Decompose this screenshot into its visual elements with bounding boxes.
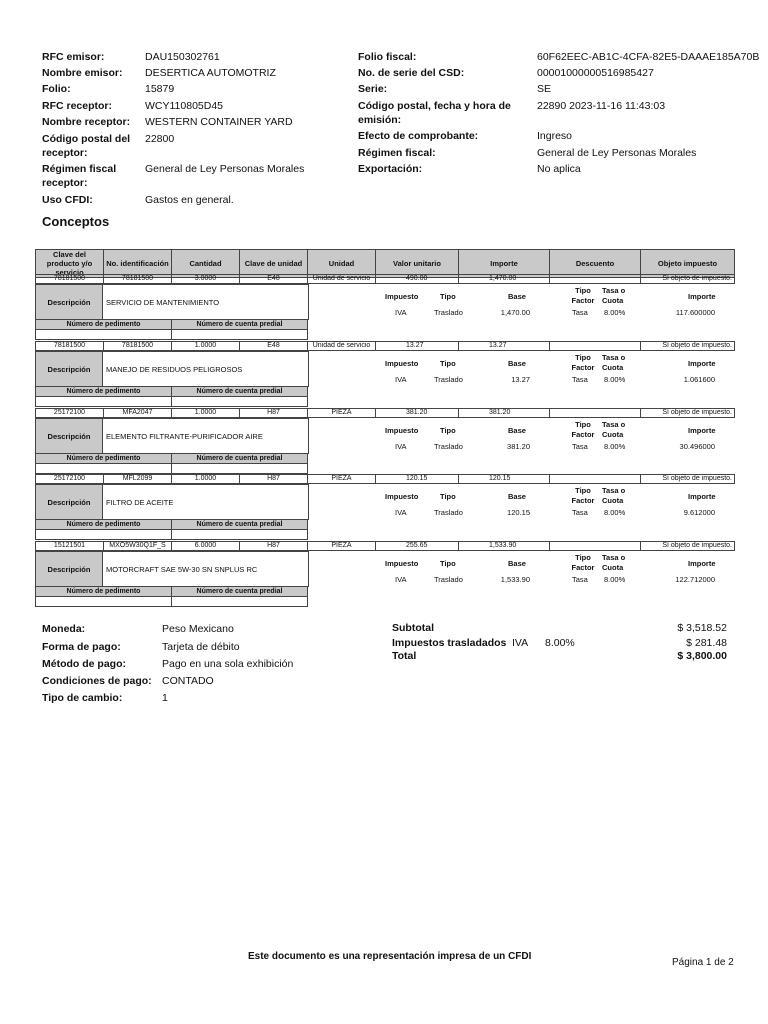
cell-cantidad: 6.0000 — [172, 542, 240, 551]
impuesto-header: Impuesto — [385, 559, 419, 568]
base-value: 1,533.90 — [500, 575, 530, 584]
tipo-factor-header: Tipo Factor — [571, 553, 595, 572]
tasa-value: 8.00% — [604, 375, 626, 384]
base-value: 120.15 — [507, 508, 530, 517]
importe-header: Importe — [688, 426, 716, 435]
importe-header: Importe — [688, 359, 716, 368]
col-cantidad: Cantidad — [172, 250, 240, 278]
cuenta-predial-label: Número de cuenta predial — [172, 320, 308, 330]
cell-objeto: Sí objeto de impuesto. — [641, 275, 735, 284]
concepto-row — [35, 541, 735, 551]
total-label: Total — [392, 650, 417, 662]
cell-descuento — [550, 275, 641, 284]
numero-pedimento-label: Número de pedimento — [36, 454, 172, 464]
cell-valor-unitario: 13.27 — [376, 342, 459, 351]
base-header: Base — [508, 359, 526, 368]
tasa-value: 8.00% — [604, 442, 626, 451]
tipo-factor-value: Tasa — [572, 442, 588, 451]
cell-objeto: Sí objeto de impuesto. — [641, 409, 735, 418]
nombre-emisor-label: Nombre emisor: — [42, 67, 123, 79]
tasa-value: 8.00% — [604, 508, 626, 517]
impuesto-header: Impuesto — [385, 492, 419, 501]
base-value: 381.20 — [507, 442, 530, 451]
cell-cantidad: 1.0000 — [172, 475, 240, 484]
condiciones-pago-label: Condiciones de pago: — [42, 675, 152, 687]
concepto-row — [35, 474, 735, 484]
folio-fiscal-value: 60F62EEC-AB1C-4CFA-82E5-DAAAE185A70B — [537, 51, 760, 63]
tasa-cuota-header: Tasa o Cuota — [602, 486, 626, 505]
regimen-fiscal-value: General de Ley Personas Morales — [537, 147, 697, 159]
impuestos-label: Impuestos trasladados — [392, 637, 507, 649]
exportacion-value: No aplica — [537, 163, 581, 175]
tipo-value: Traslado — [434, 442, 463, 451]
serie-csd-label: No. de serie del CSD: — [358, 67, 465, 79]
col-importe: Importe — [459, 250, 550, 278]
cell-cantidad: 1.0000 — [172, 409, 240, 418]
descripcion-text: SERVICIO DE MANTENIMIENTO — [106, 297, 220, 307]
impuesto-header: Impuesto — [385, 292, 419, 301]
impuesto-detail — [372, 351, 735, 385]
moneda-label: Moneda: — [42, 623, 86, 635]
total-value: $ 3,800.00 — [677, 650, 727, 662]
folio-fiscal-label: Folio fiscal: — [358, 51, 417, 63]
col-descuento: Descuento — [550, 250, 641, 278]
cell-descuento — [550, 342, 641, 351]
tipo-value: Traslado — [434, 575, 463, 584]
tasa-value: 8.00% — [604, 575, 626, 584]
tipo-factor-value: Tasa — [572, 575, 588, 584]
numero-pedimento-value — [36, 530, 172, 540]
impuesto-value: IVA — [395, 308, 407, 317]
tipo-header: Tipo — [440, 492, 456, 501]
descripcion-label: Descripción — [36, 485, 103, 519]
rfc-emisor-label: RFC emisor: — [42, 51, 105, 63]
efecto-value: Ingreso — [537, 130, 573, 142]
impuesto-header: Impuesto — [385, 359, 419, 368]
descripcion-box — [35, 484, 309, 520]
cell-valor-unitario: 120.15 — [376, 475, 459, 484]
rfc-emisor-value: DAU150302761 — [145, 51, 220, 63]
numero-pedimento-label: Número de pedimento — [36, 587, 172, 597]
serie-csd-value: 00001000000516985427 — [537, 67, 654, 79]
cell-valor-unitario: 381.20 — [376, 409, 459, 418]
descripcion-box — [35, 284, 309, 320]
impuesto-detail — [372, 551, 735, 585]
cell-valor-unitario: 490.00 — [376, 275, 459, 284]
conceptos-title: Conceptos — [42, 214, 110, 229]
regimen-receptor-label: Régimen fiscal receptor: — [42, 163, 117, 189]
descripcion-label: Descripción — [36, 352, 103, 386]
base-value: 1,470.00 — [500, 308, 530, 317]
col-clave-unidad: Clave de unidad — [240, 250, 308, 278]
folio-label: Folio: — [42, 83, 71, 95]
tipo-factor-value: Tasa — [572, 375, 588, 384]
concepto-row — [35, 274, 735, 284]
impuesto-value: IVA — [395, 375, 407, 384]
importe-impuesto-value: 1.061600 — [683, 375, 715, 384]
cell-clave-unidad: H87 — [240, 475, 308, 484]
tasa-value: 8.00% — [604, 308, 626, 317]
descripcion-label: Descripción — [36, 419, 103, 453]
tipo-header: Tipo — [440, 559, 456, 568]
tipo-header: Tipo — [440, 426, 456, 435]
tipo-factor-header: Tipo Factor — [571, 486, 595, 505]
cell-no-id: MFA2047 — [104, 409, 172, 418]
impuestos-value: $ 281.48 — [686, 637, 727, 649]
importe-impuesto-value: 9.612000 — [683, 508, 715, 517]
col-no-identificacion: No. identificación — [104, 250, 172, 278]
pedimento-table — [35, 386, 308, 407]
descripcion-text: FILTRO DE ACEITE — [106, 497, 174, 507]
base-value: 13.27 — [511, 375, 530, 384]
tasa-cuota-header: Tasa o Cuota — [602, 353, 626, 372]
impuesto-value: IVA — [395, 575, 407, 584]
tipo-header: Tipo — [440, 359, 456, 368]
subtotal-value: $ 3,518.52 — [677, 622, 727, 634]
descripcion-text: MOTORCRAFT SAE 5W-30 SN SNPLUS RC — [106, 564, 258, 574]
tipo-factor-header: Tipo Factor — [571, 420, 595, 439]
cell-no-id: 78181500 — [104, 342, 172, 351]
tipo-factor-value: Tasa — [572, 508, 588, 517]
nombre-receptor-value: WESTERN CONTAINER YARD — [145, 116, 293, 128]
importe-header: Importe — [688, 559, 716, 568]
tasa-cuota-header: Tasa o Cuota — [602, 420, 626, 439]
impuestos-tasa: 8.00% — [545, 637, 575, 649]
serie-value: SE — [537, 83, 552, 95]
cuenta-predial-value — [172, 330, 308, 340]
cell-objeto: Sí objeto de impuesto. — [641, 342, 735, 351]
cell-unidad: PIEZA — [308, 542, 376, 551]
numero-pedimento-value — [36, 330, 172, 340]
cell-descuento — [550, 542, 641, 551]
cell-importe: 1,533.90 — [459, 542, 550, 551]
cell-clave: 25172100 — [36, 409, 104, 418]
page-number: Página 1 de 2 — [672, 957, 734, 968]
cell-objeto: Sí objeto de impuesto. — [641, 542, 735, 551]
impuesto-detail — [372, 418, 735, 452]
cell-clave-unidad: E48 — [240, 275, 308, 284]
impuesto-header: Impuesto — [385, 426, 419, 435]
numero-pedimento-value — [36, 464, 172, 474]
concepto-row — [35, 341, 735, 351]
cell-descuento — [550, 409, 641, 418]
cell-descuento — [550, 475, 641, 484]
cell-clave-unidad: E48 — [240, 342, 308, 351]
numero-pedimento-label: Número de pedimento — [36, 520, 172, 530]
regimen-receptor-value: General de Ley Personas Morales — [145, 163, 305, 175]
cuenta-predial-value — [172, 597, 308, 607]
concepto-row — [35, 408, 735, 418]
metodo-pago-label: Método de pago: — [42, 658, 126, 670]
impuesto-value: IVA — [395, 442, 407, 451]
nombre-emisor-value: DESERTICA AUTOMOTRIZ — [145, 67, 276, 79]
descripcion-label: Descripción — [36, 552, 103, 586]
tipo-header: Tipo — [440, 292, 456, 301]
cuenta-predial-value — [172, 397, 308, 407]
tasa-cuota-header: Tasa o Cuota — [602, 553, 626, 572]
descripcion-box — [35, 418, 309, 454]
rfc-receptor-value: WCY110805D45 — [145, 100, 224, 112]
cp-fecha-value: 22890 2023-11-16 11:43:03 — [537, 100, 666, 112]
cell-no-id: MXO5W30Q1F_S — [104, 542, 172, 551]
tipo-cambio-label: Tipo de cambio: — [42, 692, 123, 704]
rfc-receptor-label: RFC receptor: — [42, 100, 113, 112]
cfdi-footnote: Este documento es una representación impresa de un CFDI — [248, 951, 532, 962]
cp-fecha-label: Código postal, fecha y hora de emisión: — [358, 100, 511, 126]
pedimento-table — [35, 586, 308, 607]
importe-impuesto-value: 30.496000 — [679, 442, 715, 451]
cell-cantidad: 3.0000 — [172, 275, 240, 284]
numero-pedimento-value — [36, 397, 172, 407]
folio-value: 15879 — [145, 83, 175, 95]
cuenta-predial-label: Número de cuenta predial — [172, 587, 308, 597]
cuenta-predial-label: Número de cuenta predial — [172, 387, 308, 397]
exportacion-label: Exportación: — [358, 163, 423, 175]
numero-pedimento-value — [36, 597, 172, 607]
cuenta-predial-label: Número de cuenta predial — [172, 454, 308, 464]
forma-pago-label: Forma de pago: — [42, 641, 121, 653]
condiciones-pago-value: CONTADO — [162, 675, 214, 687]
subtotal-label: Subtotal — [392, 622, 434, 634]
numero-pedimento-label: Número de pedimento — [36, 320, 172, 330]
cell-clave-unidad: H87 — [240, 409, 308, 418]
col-unidad: Unidad — [308, 250, 376, 278]
cell-clave-unidad: H87 — [240, 542, 308, 551]
importe-header: Importe — [688, 492, 716, 501]
descripcion-text: ELEMENTO FILTRANTE-PURIFICADOR AIRE — [106, 431, 263, 441]
cuenta-predial-value — [172, 464, 308, 474]
cp-receptor-label: Código postal del receptor: — [42, 133, 131, 159]
metodo-pago-value: Pago en una sola exhibición — [162, 658, 294, 670]
tipo-cambio-value: 1 — [162, 692, 168, 704]
pedimento-table — [35, 453, 308, 474]
descripcion-text: MANEJO DE RESIDUOS PELIGROSOS — [106, 364, 243, 374]
base-header: Base — [508, 492, 526, 501]
col-clave: Clave del producto y/o servicio — [36, 250, 104, 278]
cell-importe: 381.20 — [459, 409, 550, 418]
regimen-fiscal-label: Régimen fiscal: — [358, 147, 436, 159]
impuesto-detail — [372, 284, 735, 318]
impuesto-detail — [372, 484, 735, 518]
base-header: Base — [508, 292, 526, 301]
tipo-factor-header: Tipo Factor — [571, 286, 595, 305]
cp-receptor-value: 22800 — [145, 133, 175, 145]
moneda-value: Peso Mexicano — [162, 623, 234, 635]
tipo-value: Traslado — [434, 508, 463, 517]
serie-label: Serie: — [358, 83, 388, 95]
numero-pedimento-label: Número de pedimento — [36, 387, 172, 397]
nombre-receptor-label: Nombre receptor: — [42, 116, 131, 128]
cell-objeto: Sí objeto de impuesto. — [641, 475, 735, 484]
descripcion-box — [35, 551, 309, 587]
cell-clave: 15121501 — [36, 542, 104, 551]
cell-no-id: MFL2099 — [104, 475, 172, 484]
pedimento-table — [35, 519, 308, 540]
cuenta-predial-label: Número de cuenta predial — [172, 520, 308, 530]
impuestos-tipo: IVA — [512, 637, 529, 649]
cell-importe: 13.27 — [459, 342, 550, 351]
descripcion-box — [35, 351, 309, 387]
base-header: Base — [508, 559, 526, 568]
cell-clave: 25172100 — [36, 475, 104, 484]
cell-unidad: PIEZA — [308, 409, 376, 418]
tipo-factor-header: Tipo Factor — [571, 353, 595, 372]
pedimento-table — [35, 319, 308, 340]
impuesto-value: IVA — [395, 508, 407, 517]
descripcion-label: Descripción — [36, 285, 103, 319]
importe-impuesto-value: 122.712000 — [675, 575, 715, 584]
cell-unidad: Unidad de servicio — [308, 275, 376, 284]
importe-impuesto-value: 117.600000 — [675, 308, 715, 317]
cell-clave: 78181500 — [36, 342, 104, 351]
importe-header: Importe — [688, 292, 716, 301]
col-valor-unitario: Valor unitario — [376, 250, 459, 278]
tasa-cuota-header: Tasa o Cuota — [602, 286, 626, 305]
col-objeto-impuesto: Objeto impuesto — [641, 250, 735, 278]
cell-unidad: PIEZA — [308, 475, 376, 484]
cell-no-id: 78181500 — [104, 275, 172, 284]
cell-cantidad: 1.0000 — [172, 342, 240, 351]
cell-importe: 120.15 — [459, 475, 550, 484]
efecto-label: Efecto de comprobante: — [358, 130, 479, 142]
tipo-value: Traslado — [434, 375, 463, 384]
cell-importe: 1,470.00 — [459, 275, 550, 284]
forma-pago-value: Tarjeta de débito — [162, 641, 240, 653]
tipo-value: Traslado — [434, 308, 463, 317]
cell-valor-unitario: 255.65 — [376, 542, 459, 551]
uso-cfdi-value: Gastos en general. — [145, 194, 234, 206]
uso-cfdi-label: Uso CFDI: — [42, 194, 93, 206]
tipo-factor-value: Tasa — [572, 308, 588, 317]
cell-clave: 78181500 — [36, 275, 104, 284]
cell-unidad: Unidad de servicio — [308, 342, 376, 351]
cuenta-predial-value — [172, 530, 308, 540]
base-header: Base — [508, 426, 526, 435]
